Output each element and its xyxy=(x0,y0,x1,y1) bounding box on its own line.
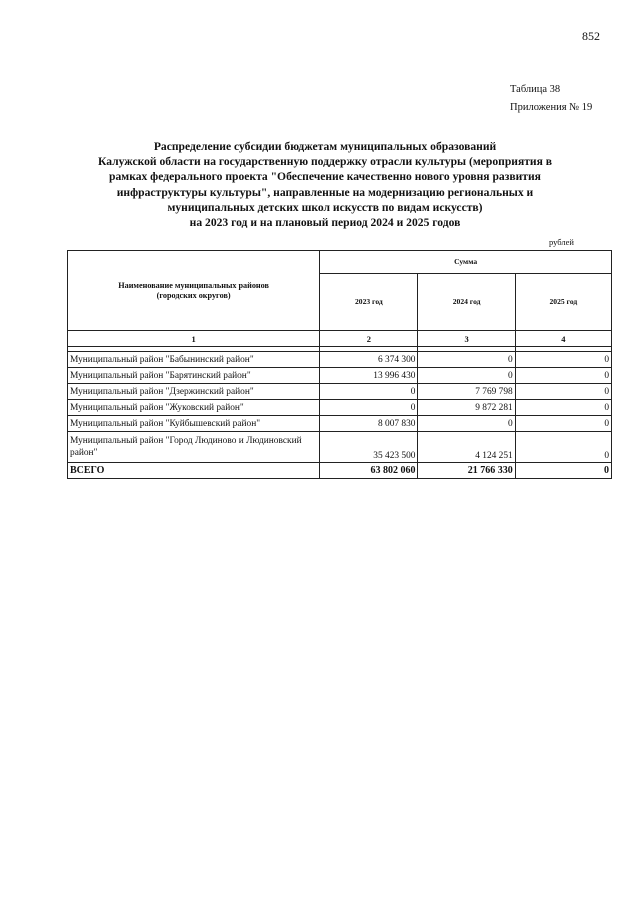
amount-2025: 0 xyxy=(515,400,611,416)
amount-2025: 0 xyxy=(515,368,611,384)
total-2025: 0 xyxy=(515,463,611,479)
appendix-reference: Приложения № 19 xyxy=(510,102,593,113)
table-row xyxy=(68,432,612,463)
year-2025-header: 2025 год xyxy=(515,274,611,331)
year-2023-header: 2023 год xyxy=(320,274,418,331)
table-row xyxy=(68,352,612,368)
units-label: рублей xyxy=(549,237,574,247)
title-line: рамках федерального проекта "Обеспечение качественно нового уровня развития xyxy=(109,170,541,184)
district-name: Муниципальный район "Куйбышевский район" xyxy=(68,416,320,432)
title-line: на 2023 год и на плановый период 2024 и 2025 годов xyxy=(189,216,461,230)
amount-2024: 7 769 798 xyxy=(418,384,515,400)
year-2024-header: 2024 год xyxy=(418,274,515,331)
title-line: Калужской области на государственную поддержку отрасли культуры (мероприятия в xyxy=(97,155,553,169)
amount-2023: 13 996 430 xyxy=(320,368,418,384)
amount-2024: 0 xyxy=(418,368,515,384)
district-name: Муниципальный район "Город Людиново и Людиновский район" xyxy=(68,432,320,463)
column-index: 4 xyxy=(515,331,611,347)
amount-2023: 8 007 830 xyxy=(320,416,418,432)
total-2024: 21 766 330 xyxy=(418,463,515,479)
subsidy-table xyxy=(67,250,612,479)
district-name: Муниципальный район "Барятинский район" xyxy=(68,368,320,384)
column-index: 1 xyxy=(68,331,320,347)
amount-2024: 0 xyxy=(418,352,515,368)
name-column-header: Наименование муниципальных районов (городских округов) xyxy=(68,251,320,331)
amount-2024: 4 124 251 xyxy=(418,432,515,463)
amount-2023: 0 xyxy=(320,400,418,416)
table-row xyxy=(68,400,612,416)
amount-2025: 0 xyxy=(515,416,611,432)
amount-2023: 0 xyxy=(320,384,418,400)
amount-2025: 0 xyxy=(515,432,611,463)
page-number: 852 xyxy=(582,29,600,43)
sum-column-header: Сумма xyxy=(320,251,612,274)
district-name: Муниципальный район "Бабынинский район" xyxy=(68,352,320,368)
title-line: муниципальных детских школ искусств по видам искусств) xyxy=(167,200,483,214)
column-index: 3 xyxy=(418,331,515,347)
amount-2024: 0 xyxy=(418,416,515,432)
table-row xyxy=(68,368,612,384)
table-row xyxy=(68,416,612,432)
table-row xyxy=(68,384,612,400)
amount-2024: 9 872 281 xyxy=(418,400,515,416)
table-reference: Таблица 38 xyxy=(510,84,561,95)
district-name: Муниципальный район "Жуковский район" xyxy=(68,400,320,416)
column-index: 2 xyxy=(320,331,418,347)
district-name: Муниципальный район "Дзержинский район" xyxy=(68,384,320,400)
amount-2023: 35 423 500 xyxy=(320,432,418,463)
header-row xyxy=(68,251,612,274)
title-line: инфраструктуры культуры", направленные на модернизацию региональных и xyxy=(116,185,534,199)
amount-2025: 0 xyxy=(515,352,611,368)
amount-2023: 6 374 300 xyxy=(320,352,418,368)
total-row xyxy=(68,463,612,479)
amount-2025: 0 xyxy=(515,384,611,400)
column-index-row xyxy=(68,331,612,347)
total-2023: 63 802 060 xyxy=(320,463,418,479)
total-label: ВСЕГО xyxy=(68,463,320,479)
document-title xyxy=(60,139,590,230)
title-line: Распределение субсидии бюджетам муниципальных образований xyxy=(153,140,497,153)
